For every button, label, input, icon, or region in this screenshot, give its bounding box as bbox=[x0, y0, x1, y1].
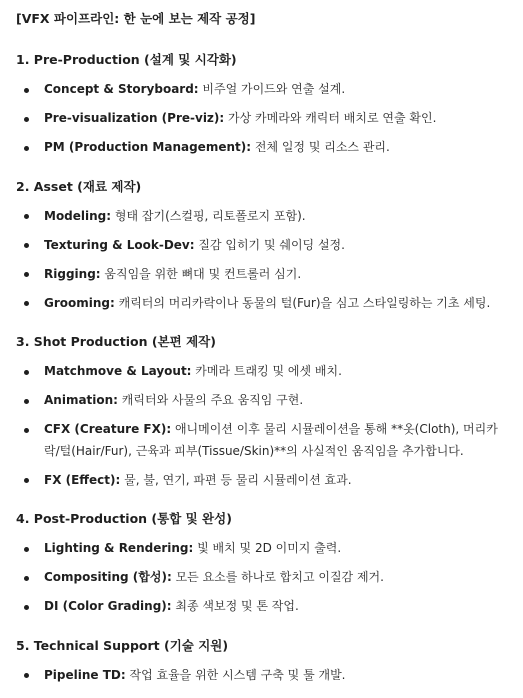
section-heading: 3. Shot Production (본편 제작) bbox=[16, 334, 216, 349]
bullet-list bbox=[16, 206, 523, 315]
list-item bbox=[16, 567, 523, 589]
item-term: Texturing & Look-Dev: bbox=[44, 237, 195, 252]
item-term: PM (Production Management): bbox=[44, 140, 252, 154]
section bbox=[16, 178, 523, 315]
bullet-dot-icon bbox=[24, 272, 29, 277]
list-item bbox=[16, 665, 523, 687]
bullet-dot-icon bbox=[24, 214, 29, 219]
bullet-dot-icon bbox=[24, 117, 29, 122]
item-term: DI (Color Grading): bbox=[44, 599, 172, 613]
item-term: Grooming: bbox=[44, 295, 115, 310]
bullet-dot-icon bbox=[24, 576, 29, 581]
section-heading: 2. Asset (재료 제작) bbox=[16, 178, 142, 194]
list-item bbox=[16, 361, 523, 383]
bullet-dot-icon bbox=[24, 301, 29, 306]
bullet-dot-icon bbox=[24, 673, 29, 678]
bullet-dot-icon bbox=[24, 370, 29, 375]
item-term: CFX (Creature FX): bbox=[44, 422, 172, 436]
list-item bbox=[16, 538, 523, 560]
sections-container bbox=[16, 51, 523, 686]
list-item bbox=[16, 264, 523, 286]
item-term: Concept & Storyboard: bbox=[44, 82, 199, 96]
section-heading: 5. Technical Support (기술 지원) bbox=[16, 637, 229, 653]
item-term: Animation: bbox=[44, 393, 118, 407]
item-description: 빛 배치 및 2D 이미지 출력. bbox=[193, 541, 342, 555]
list-item bbox=[16, 79, 523, 101]
section bbox=[16, 333, 523, 491]
bullet-list bbox=[16, 79, 523, 159]
item-description: 물, 불, 연기, 파편 등 물리 시뮬레이션 효과. bbox=[120, 472, 352, 487]
list-item bbox=[16, 470, 523, 492]
bullet-dot-icon bbox=[24, 243, 29, 248]
list-item bbox=[16, 596, 523, 618]
bullet-dot-icon bbox=[24, 428, 29, 433]
section-heading: 1. Pre-Production (설계 및 시각화) bbox=[16, 52, 237, 67]
item-description: 작업 효율을 위한 시스템 구축 및 툴 개발. bbox=[125, 667, 346, 682]
item-term: Compositing (합성): bbox=[44, 570, 172, 584]
item-description: 모든 요소를 하나로 합치고 이질감 제거. bbox=[171, 570, 384, 584]
item-term: Rigging: bbox=[44, 266, 101, 281]
bullet-list bbox=[16, 538, 523, 618]
item-term: Matchmove & Layout: bbox=[44, 364, 192, 378]
bullet-dot-icon bbox=[24, 88, 29, 93]
list-item bbox=[16, 235, 523, 257]
section bbox=[16, 51, 523, 159]
document-title: [VFX 파이프라인: 한 눈에 보는 제작 공정] bbox=[16, 11, 256, 26]
item-description: 움직임을 위한 뼈대 및 컨트롤러 심기. bbox=[100, 266, 302, 281]
bullet-dot-icon bbox=[24, 399, 29, 404]
bullet-dot-icon bbox=[24, 478, 29, 483]
item-term: Lighting & Rendering: bbox=[44, 541, 194, 555]
item-term: Pipeline TD: bbox=[44, 667, 126, 682]
list-item bbox=[16, 108, 523, 130]
item-description: 캐릭터의 머리카락이나 동물의 털(Fur)을 심고 스타일링하는 기초 세팅. bbox=[114, 295, 491, 310]
list-item bbox=[16, 293, 523, 315]
list-item bbox=[16, 206, 523, 228]
item-description: 비주얼 가이드와 연출 설계. bbox=[198, 82, 346, 96]
item-term: Modeling: bbox=[44, 208, 112, 223]
bullet-dot-icon bbox=[24, 547, 29, 552]
bullet-dot-icon bbox=[24, 146, 29, 151]
section bbox=[16, 510, 523, 618]
item-description: 형태 잡기(스컬핑, 리토폴로지 포함). bbox=[111, 208, 306, 223]
item-term: Pre-visualization (Pre-viz): bbox=[44, 111, 225, 125]
list-item bbox=[16, 137, 523, 159]
item-description: 캐릭터와 사물의 주요 움직임 구현. bbox=[117, 393, 304, 407]
item-description: 애니메이션 이후 물리 시뮬레이션을 통해 **옷(Cloth), 머리카락/털(Hair/Fur), 근육과 피부(Tissue/Skin)**의 사실적인 움직임을 추가합니다. bbox=[44, 422, 498, 458]
item-description: 가상 카메라와 캐릭터 배치로 연출 확인. bbox=[224, 111, 437, 125]
bullet-list bbox=[16, 361, 523, 491]
list-item bbox=[16, 419, 523, 462]
bullet-list bbox=[16, 665, 523, 687]
section-heading: 4. Post-Production (통합 및 완성) bbox=[16, 511, 232, 526]
list-item bbox=[16, 390, 523, 412]
section bbox=[16, 637, 523, 687]
item-term: FX (Effect): bbox=[44, 472, 121, 487]
item-description: 최종 색보정 및 톤 작업. bbox=[171, 599, 299, 613]
bullet-dot-icon bbox=[24, 605, 29, 610]
item-description: 전체 일정 및 리소스 관리. bbox=[251, 140, 390, 154]
item-description: 질감 입히기 및 쉐이딩 설정. bbox=[194, 237, 345, 252]
item-description: 카메라 트래킹 및 에셋 배치. bbox=[191, 364, 342, 378]
